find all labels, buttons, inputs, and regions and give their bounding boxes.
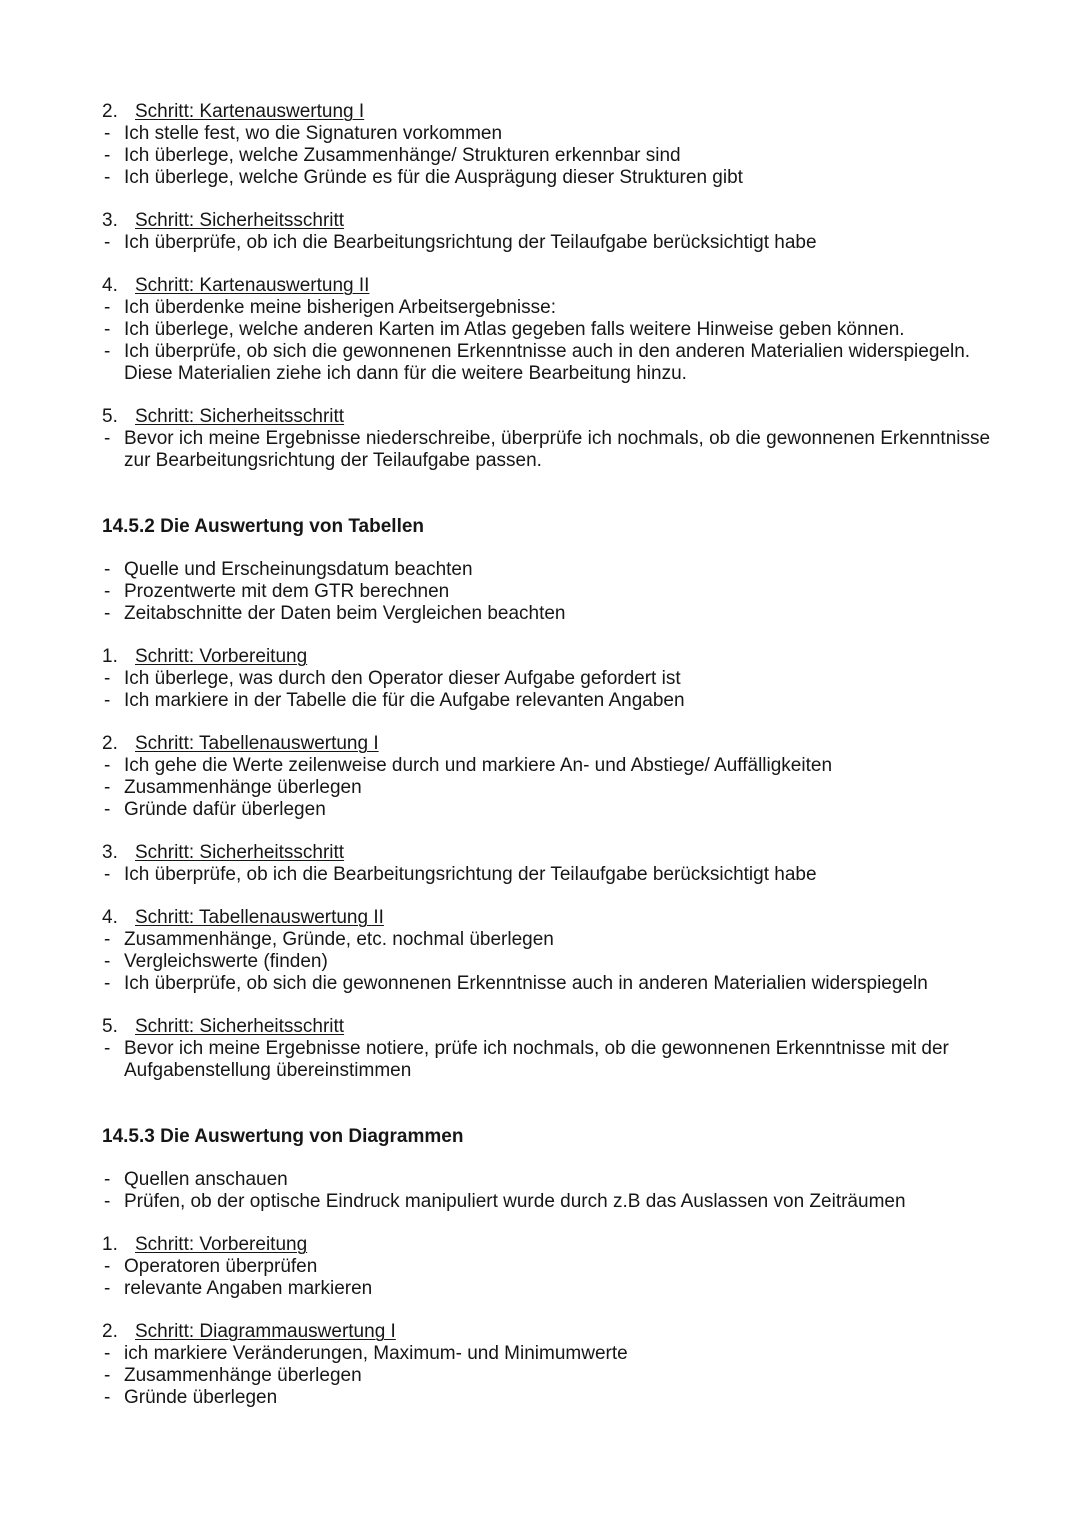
step-number: 1.: [102, 646, 118, 667]
step-items: [102, 1038, 1002, 1082]
step-items: [102, 864, 1002, 886]
step-tabellen-3: [102, 842, 1002, 864]
section-tabellen: [102, 516, 1002, 1082]
step-number: 2.: [102, 733, 118, 754]
step-tabellen-5: [102, 1016, 1002, 1038]
step-items: [102, 929, 1002, 995]
intro-items: [102, 1169, 1002, 1213]
step-label: Schritt: Sicherheitsschritt: [135, 210, 345, 231]
list-item: - Ich überprüfe, ob ich die Bearbeitungsrichtung der Teilaufgabe berücksichtigt habe: [102, 864, 1002, 886]
step-items: [102, 123, 1002, 189]
step-number: 3.: [102, 210, 118, 231]
list-item: - Ich überlege, welche Zusammenhänge/ Strukturen erkennbar sind: [102, 145, 1002, 167]
step-tabellen-2: [102, 733, 1002, 755]
step-karten-4: [102, 275, 1002, 297]
step-number: 4.: [102, 275, 118, 296]
step-label: Schritt: Tabellenauswertung I: [135, 733, 379, 754]
step-label: Schritt: Vorbereitung: [135, 1234, 308, 1255]
step-items: [102, 668, 1002, 712]
step-number: 2.: [102, 1321, 118, 1342]
document-page: [102, 101, 1002, 1409]
step-items: [102, 297, 1002, 385]
step-items: [102, 755, 1002, 821]
step-diagramme-1: [102, 1234, 1002, 1256]
section-heading: 14.5.3 Die Auswertung von Diagrammen: [102, 1126, 464, 1147]
step-label: Schritt: Kartenauswertung I: [135, 101, 365, 122]
list-item: - Ich überdenke meine bisherigen Arbeitsergebnisse:: [102, 297, 1002, 319]
step-karten-2: [102, 101, 1002, 123]
list-item: - Prüfen, ob der optische Eindruck manipuliert wurde durch z.B das Auslassen von Zeiträumen: [102, 1191, 1002, 1213]
step-items: [102, 1256, 1002, 1300]
step-items: [102, 428, 1002, 472]
step-karten-5: [102, 406, 1002, 428]
list-item: - Zusammenhänge überlegen: [102, 1365, 1002, 1387]
list-item: - Zusammenhänge überlegen: [102, 777, 1002, 799]
step-number: 5.: [102, 406, 118, 427]
section-diagramme: [102, 1126, 1002, 1409]
section-heading: 14.5.2 Die Auswertung von Tabellen: [102, 516, 425, 537]
list-item: - Ich stelle fest, wo die Signaturen vorkommen: [102, 123, 1002, 145]
step-items: [102, 232, 1002, 254]
intro-items: [102, 559, 1002, 625]
step-number: 1.: [102, 1234, 118, 1255]
list-item: - relevante Angaben markieren: [102, 1278, 1002, 1300]
step-label: Schritt: Kartenauswertung II: [135, 275, 370, 296]
step-diagramme-2: [102, 1321, 1002, 1343]
list-item: - Prozentwerte mit dem GTR berechnen: [102, 581, 1002, 603]
step-tabellen-1: [102, 646, 1002, 668]
step-label: Schritt: Diagrammauswertung I: [135, 1321, 396, 1342]
list-item: - Zeitabschnitte der Daten beim Vergleichen beachten: [102, 603, 1002, 625]
list-item: - Ich überlege, welche anderen Karten im Atlas gegeben falls weitere Hinweise geben können.: [102, 319, 1002, 341]
step-items: [102, 1343, 1002, 1409]
section-karten: [102, 101, 1002, 472]
list-item: - Ich überlege, was durch den Operator dieser Aufgabe gefordert ist: [102, 668, 1002, 690]
step-label: Schritt: Sicherheitsschritt: [135, 1016, 345, 1037]
list-item: - Bevor ich meine Ergebnisse notiere, prüfe ich nochmals, ob die gewonnenen Erkenntnisse mit der Aufgabenstellung übereinstimmen: [102, 1038, 1002, 1082]
list-item: - Operatoren überprüfen: [102, 1256, 1002, 1278]
step-number: 3.: [102, 842, 118, 863]
list-item: - ich markiere Veränderungen, Maximum- und Minimumwerte: [102, 1343, 1002, 1365]
step-karten-3: [102, 210, 1002, 232]
step-number: 2.: [102, 101, 118, 122]
list-item: - Quelle und Erscheinungsdatum beachten: [102, 559, 1002, 581]
list-item: - Bevor ich meine Ergebnisse niederschreibe, überprüfe ich nochmals, ob die gewonnenen Erkenntnisse zur Bearbeitungsrichtung der Teilaufgabe passen.: [102, 428, 1002, 472]
step-tabellen-4: [102, 907, 1002, 929]
list-item: - Gründe überlegen: [102, 1387, 1002, 1409]
step-number: 5.: [102, 1016, 118, 1037]
list-item: - Ich überprüfe, ob sich die gewonnenen Erkenntnisse auch in anderen Materialien widerspiegeln: [102, 973, 1002, 995]
list-item: - Ich überlege, welche Gründe es für die Ausprägung dieser Strukturen gibt: [102, 167, 1002, 189]
step-label: Schritt: Vorbereitung: [135, 646, 308, 667]
list-item: - Ich gehe die Werte zeilenweise durch und markiere An- und Abstiege/ Auffälligkeiten: [102, 755, 1002, 777]
list-item: - Ich überprüfe, ob ich die Bearbeitungsrichtung der Teilaufgabe berücksichtigt habe: [102, 232, 1002, 254]
list-item: - Ich überprüfe, ob sich die gewonnenen Erkenntnisse auch in den anderen Materialien widerspiegeln. Diese Materialien ziehe ich dann für die weitere Bearbeitung hinzu.: [102, 341, 1002, 385]
list-item: - Gründe dafür überlegen: [102, 799, 1002, 821]
step-number: 4.: [102, 907, 118, 928]
step-label: Schritt: Sicherheitsschritt: [135, 842, 345, 863]
list-item: - Quellen anschauen: [102, 1169, 1002, 1191]
step-label: Schritt: Tabellenauswertung II: [135, 907, 384, 928]
list-item: - Ich markiere in der Tabelle die für die Aufgabe relevanten Angaben: [102, 690, 1002, 712]
list-item: - Zusammenhänge, Gründe, etc. nochmal überlegen: [102, 929, 1002, 951]
step-label: Schritt: Sicherheitsschritt: [135, 406, 345, 427]
list-item: - Vergleichswerte (finden): [102, 951, 1002, 973]
